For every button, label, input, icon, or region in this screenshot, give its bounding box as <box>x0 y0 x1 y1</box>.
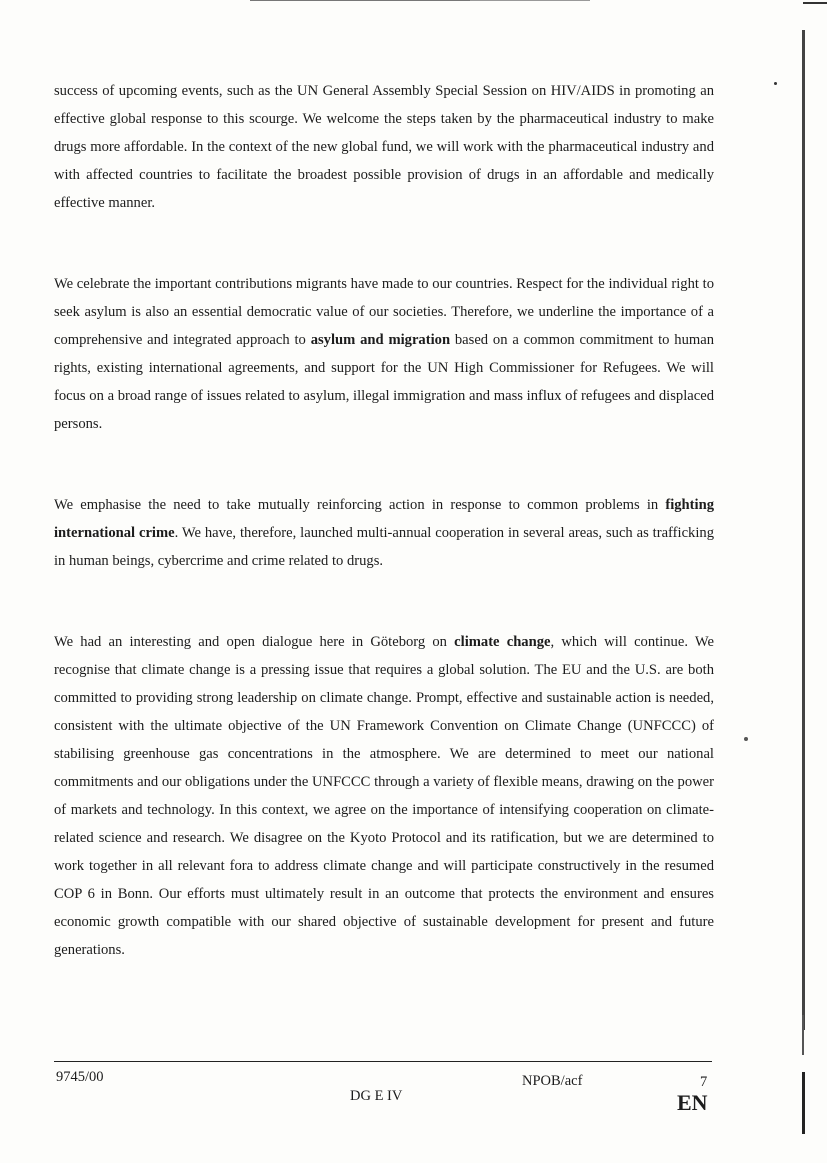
footer-reference: NPOB/acf <box>522 1073 583 1089</box>
scan-artifact-corner <box>803 2 827 4</box>
footer-page-number: 7 <box>700 1074 708 1090</box>
paragraph-asylum-migration <box>54 270 714 438</box>
bold-term-climate-change: climate change <box>454 634 551 650</box>
scan-artifact-dot <box>774 82 777 85</box>
document-body <box>54 77 714 1017</box>
scan-artifact-edge <box>802 1015 804 1055</box>
paragraph-text: success of upcoming events, such as the UN General Assembly Special Session on HIV/AIDS in promoting an effective global response to this scourge. We welcome the steps taken by the pharmaceutical industry to make drugs more affordable. In the context of the new global fund, we will work with the pharmaceutical industry and with affected countries to facilitate the broadest possible provision of drugs in an affordable and medically effective manner. <box>54 83 714 211</box>
footer-directorate: DG E IV <box>350 1088 403 1104</box>
scan-artifact-edge <box>802 30 805 1030</box>
scan-artifact-dot <box>744 737 748 741</box>
footer-language-code: EN <box>677 1090 708 1115</box>
paragraph-hiv-aids <box>54 77 714 217</box>
scan-artifact-edge <box>802 1072 805 1134</box>
scan-artifact-top-line <box>470 0 590 1</box>
paragraph-international-crime <box>54 491 714 575</box>
scan-artifact-top-line <box>250 0 480 1</box>
paragraph-text: We had an interesting and open dialogue here in Göteborg on <box>54 634 455 650</box>
bold-term-international-crime: fighting international crime <box>54 497 714 541</box>
paragraph-text: We celebrate the important contributions migrants have made to our countries. Respect for the individual right to seek asylum is also an essential democratic value of our societies. Therefore, we underline the importance of a comprehensive and integrated approach to <box>54 276 714 348</box>
paragraph-text: . We have, therefore, launched multi-annual cooperation in several areas, such as trafficking in human beings, cybercrime and crime related to drugs. <box>54 525 714 569</box>
paragraph-text: We emphasise the need to take mutually reinforcing action in response to common problems in <box>54 497 666 513</box>
footer-divider <box>54 1061 712 1062</box>
paragraph-climate-change <box>54 628 714 964</box>
bold-term-asylum-migration: asylum and migration <box>310 332 451 348</box>
footer-document-number: 9745/00 <box>56 1069 104 1085</box>
paragraph-text: based on a common commitment to human rights, existing international agreements, and support for the UN High Commissioner for Refugees. We will focus on a broad range of issues related to asylum, illegal immigration and mass influx of refugees and displaced persons. <box>54 332 714 432</box>
paragraph-text: , which will continue. We recognise that climate change is a pressing issue that requires a global solution. The EU and the U.S. are both committed to providing strong leadership on climate change. Prompt, effective and sustainable action is needed, consistent with the ultimate objective of the UN Framework Convention on Climate Change (UNFCCC) of stabilising greenhouse gas concentrations in the atmosphere. We are determined to meet our national commitments and our obligations under the UNFCCC through a variety of flexible means, drawing on the power of markets and technology. In this context, we agree on the importance of intensifying cooperation on climate-related science and research. We disagree on the Kyoto Protocol and its ratification, but we are determined to work together in all relevant fora to address climate change and will participate constructively in the resumed COP 6 in Bonn. Our efforts must ultimately result in an outcome that protects the environment and ensures economic growth compatible with our shared objective of sustainable development for present and future generations. <box>54 634 714 958</box>
